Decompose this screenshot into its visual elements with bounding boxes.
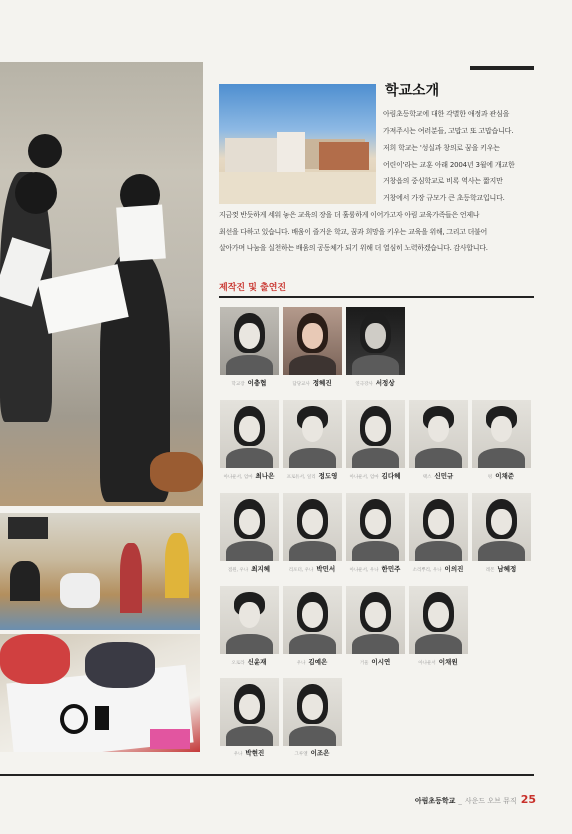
cast-caption: 아나운서, 우나 한민주 xyxy=(349,565,401,573)
portrait-student xyxy=(220,493,279,561)
cast-caption: 프로듀서, 일리 정도영 xyxy=(286,472,338,480)
classroom-photo xyxy=(0,513,200,630)
intro-line: 아림초등학교에 대한 각별한 애정과 관심을 xyxy=(383,110,510,118)
cast-caption: 점원, 우나 최지혜 xyxy=(227,565,271,573)
cast-caption: 학교장 이충협 xyxy=(231,379,267,387)
cast-caption: 아나운서 이채원 xyxy=(418,658,458,666)
section-title: 제작진 및 출연진 xyxy=(219,283,287,293)
portrait-student xyxy=(283,586,342,654)
portrait-drama-instructor xyxy=(346,307,405,375)
portrait-teacher xyxy=(283,307,342,375)
portrait-student xyxy=(283,493,342,561)
portrait-student xyxy=(409,400,468,468)
portrait-student xyxy=(346,400,405,468)
cast-caption: 우나 박현진 xyxy=(233,749,265,757)
footer-school-name: 아림초등학교 xyxy=(414,797,456,805)
portrait-student xyxy=(346,493,405,561)
rehearsal-photo xyxy=(0,62,203,506)
cast-caption: 오로라 신윤재 xyxy=(231,658,267,666)
footer-subtitle: 사운드 오브 뮤직 xyxy=(464,797,517,805)
cast-caption: 리포터, 우나 박민서 xyxy=(288,565,336,573)
page-footer xyxy=(415,793,536,806)
intro-title: 학교소개 xyxy=(385,83,440,99)
intro-line: 최선을 다하고 있습니다. 배움이 즐거운 학교, 꿈과 희망을 키우는 교육을 위해, 그리고 더불어 xyxy=(219,228,487,236)
cast-caption: 거울 이시연 xyxy=(359,658,391,666)
footer-rule xyxy=(0,774,534,776)
portrait-student xyxy=(409,586,468,654)
school-building-photo xyxy=(219,84,376,204)
cast-caption: 그루엘 이조은 xyxy=(294,749,330,757)
portrait-student xyxy=(220,400,279,468)
portrait-student xyxy=(283,678,342,746)
intro-line: 어린이'라는 교훈 아래 2004년 3월에 개교한 xyxy=(383,161,515,169)
portrait-student xyxy=(220,678,279,746)
portrait-student xyxy=(472,493,531,561)
page-number: 25 xyxy=(520,793,536,806)
cast-caption: 레몬 남혜정 xyxy=(485,565,517,573)
portrait-student xyxy=(220,586,279,654)
portrait-student xyxy=(283,400,342,468)
intro-line: 거창읍의 중심학교로 비록 역사는 짧지만 xyxy=(383,177,503,185)
intro-line: 거창에서 가장 규모가 큰 초등학교입니다. xyxy=(383,194,505,202)
cast-caption: 택스 신민규 xyxy=(422,472,454,480)
intro-line: 살아가며 나눔을 실천하는 배움의 공동체가 되기 위해 더 열심히 노력하겠습니다. 감사합니다. xyxy=(219,244,488,252)
intro-line: 가져주시는 여러분들, 고맙고 또 고맙습니다. xyxy=(383,127,514,135)
portrait-student xyxy=(472,400,531,468)
header-rule xyxy=(470,66,534,70)
footer-separator: _ xyxy=(458,797,462,805)
cast-caption: 아나운서, 엄마 최나은 xyxy=(223,472,275,480)
cast-caption: 소리뿌리, 우나 이의진 xyxy=(412,565,464,573)
cast-caption: 펑 이채준 xyxy=(487,472,515,480)
cast-caption: 우나 김예은 xyxy=(296,658,328,666)
poster-making-photo xyxy=(0,634,200,752)
cast-caption: 담당교사 정혜진 xyxy=(292,379,332,387)
section-rule xyxy=(219,296,534,298)
portrait-student xyxy=(409,493,468,561)
portrait-principal xyxy=(220,307,279,375)
intro-line: 저희 학교는 '성실과 창의로 꿈을 키우는 xyxy=(383,144,500,152)
portrait-student xyxy=(346,586,405,654)
cast-caption: 연극강사 서정상 xyxy=(355,379,395,387)
cast-caption: 아나운서, 엄마 김다혜 xyxy=(349,472,401,480)
intro-line: 지금껏 반듯하게 세워 놓은 교육의 장을 더 훌륭하게 이어가고자 아림 교육가족들은 언제나 xyxy=(219,211,480,219)
